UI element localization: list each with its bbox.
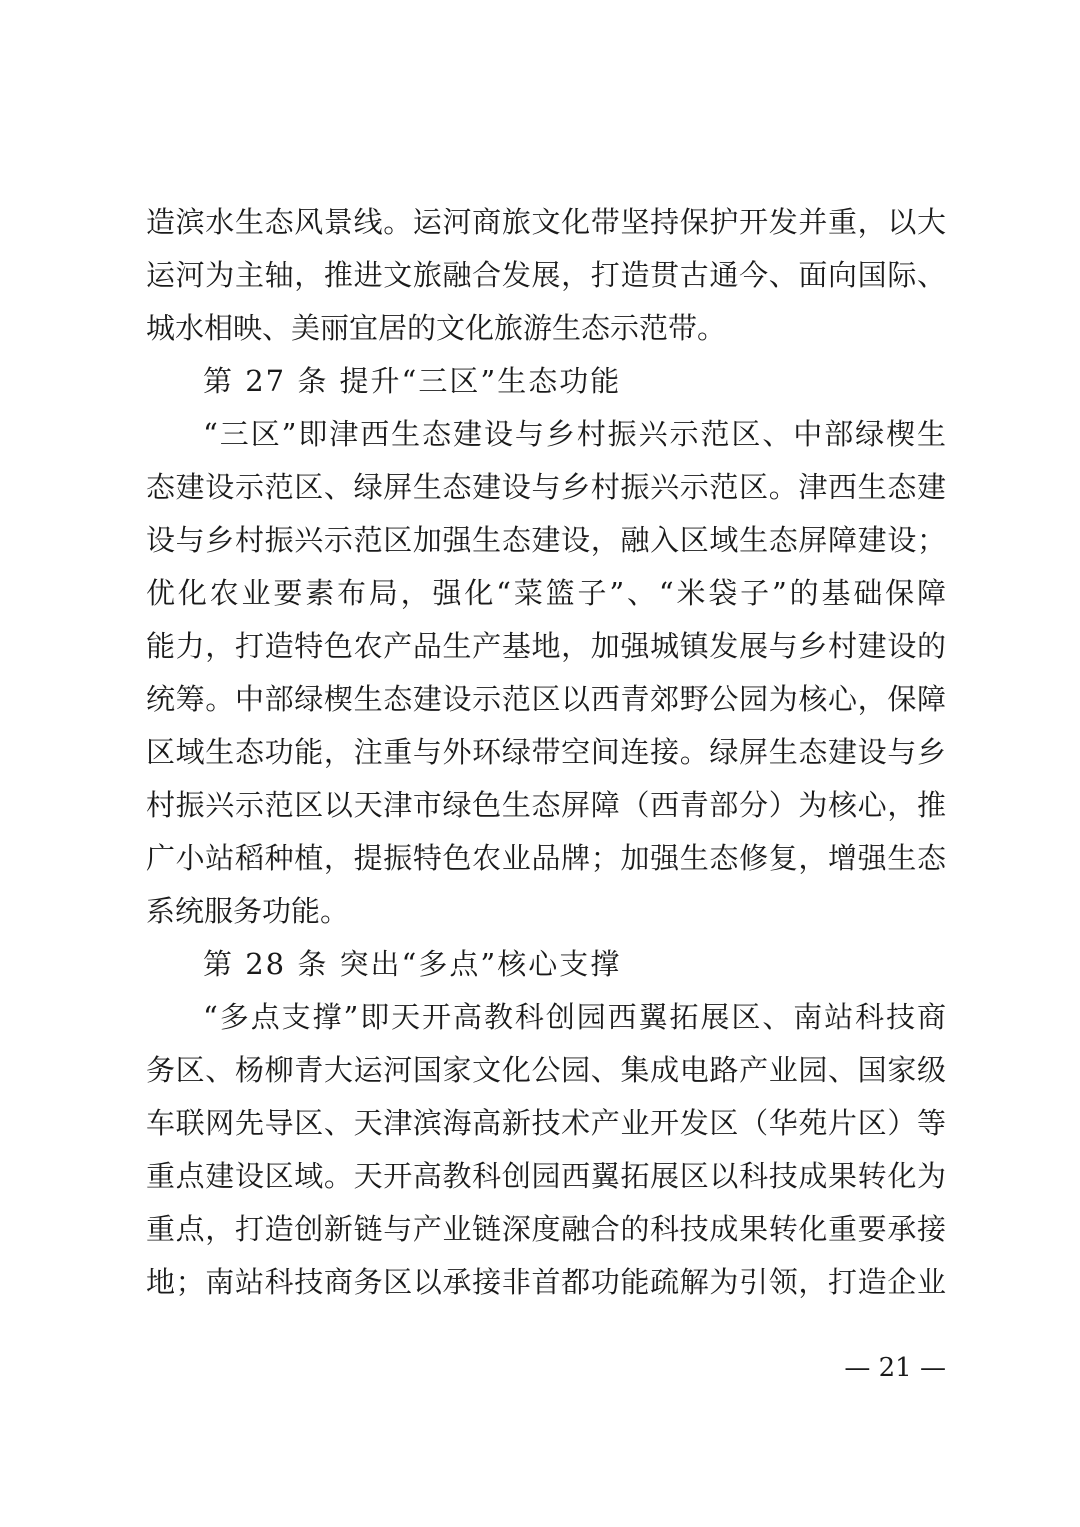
body-text-line: 地；南站科技商务区以承接非首都功能疏解为引领，打造企业 [146,1265,946,1299]
body-text-line: 系统服务功能。 [146,894,350,928]
body-text-line: 设与乡村振兴示范区加强生态建设，融入区域生态屏障建设； [146,523,946,557]
body-text-line: 造滨水生态风景线。运河商旅文化带坚持保护开发并重，以大 [146,205,946,239]
body-text-line: 村振兴示范区以天津市绿色生态屏障（西青部分）为核心，推 [146,788,946,822]
article-heading: 第 28 条 突出“多点”核心支撑 [203,947,622,981]
body-text-line: 态建设示范区、绿屏生态建设与乡村振兴示范区。津西生态建 [146,470,946,504]
article-heading: 第 27 条 提升“三区”生态功能 [203,364,622,398]
body-text-line: 区域生态功能，注重与外环绿带空间连接。绿屏生态建设与乡 [146,735,946,769]
body-text-line: 统筹。中部绿楔生态建设示范区以西青郊野公园为核心，保障 [146,682,946,716]
body-text-line: 广小站稻种植，提振特色农业品牌；加强生态修复，增强生态 [146,841,946,875]
body-text-line: 优化农业要素布局，强化“菜篮子”、“米袋子”的基础保障 [146,576,946,610]
body-text-line: 务区、杨柳青大运河国家文化公园、集成电路产业园、国家级 [146,1053,946,1087]
body-text-line: “三区”即津西生态建设与乡村振兴示范区、中部绿楔生 [203,417,946,451]
body-text-line: 车联网先导区、天津滨海高新技术产业开发区（华苑片区）等 [146,1106,946,1140]
body-text-line: “多点支撑”即天开高教科创园西翼拓展区、南站科技商 [203,1000,946,1034]
body-text-line: 重点，打造创新链与产业链深度融合的科技成果转化重要承接 [146,1212,946,1246]
body-text-line: 能力，打造特色农产品生产基地，加强城镇发展与乡村建设的 [146,629,946,663]
body-text-line: 城水相映、美丽宜居的文化旅游生态示范带。 [146,311,727,345]
body-text-line: 重点建设区域。天开高教科创园西翼拓展区以科技成果转化为 [146,1159,946,1193]
body-text-line: 运河为主轴，推进文旅融合发展，打造贯古通今、面向国际、 [146,258,946,292]
page-number: — 21 — [844,1353,946,1383]
